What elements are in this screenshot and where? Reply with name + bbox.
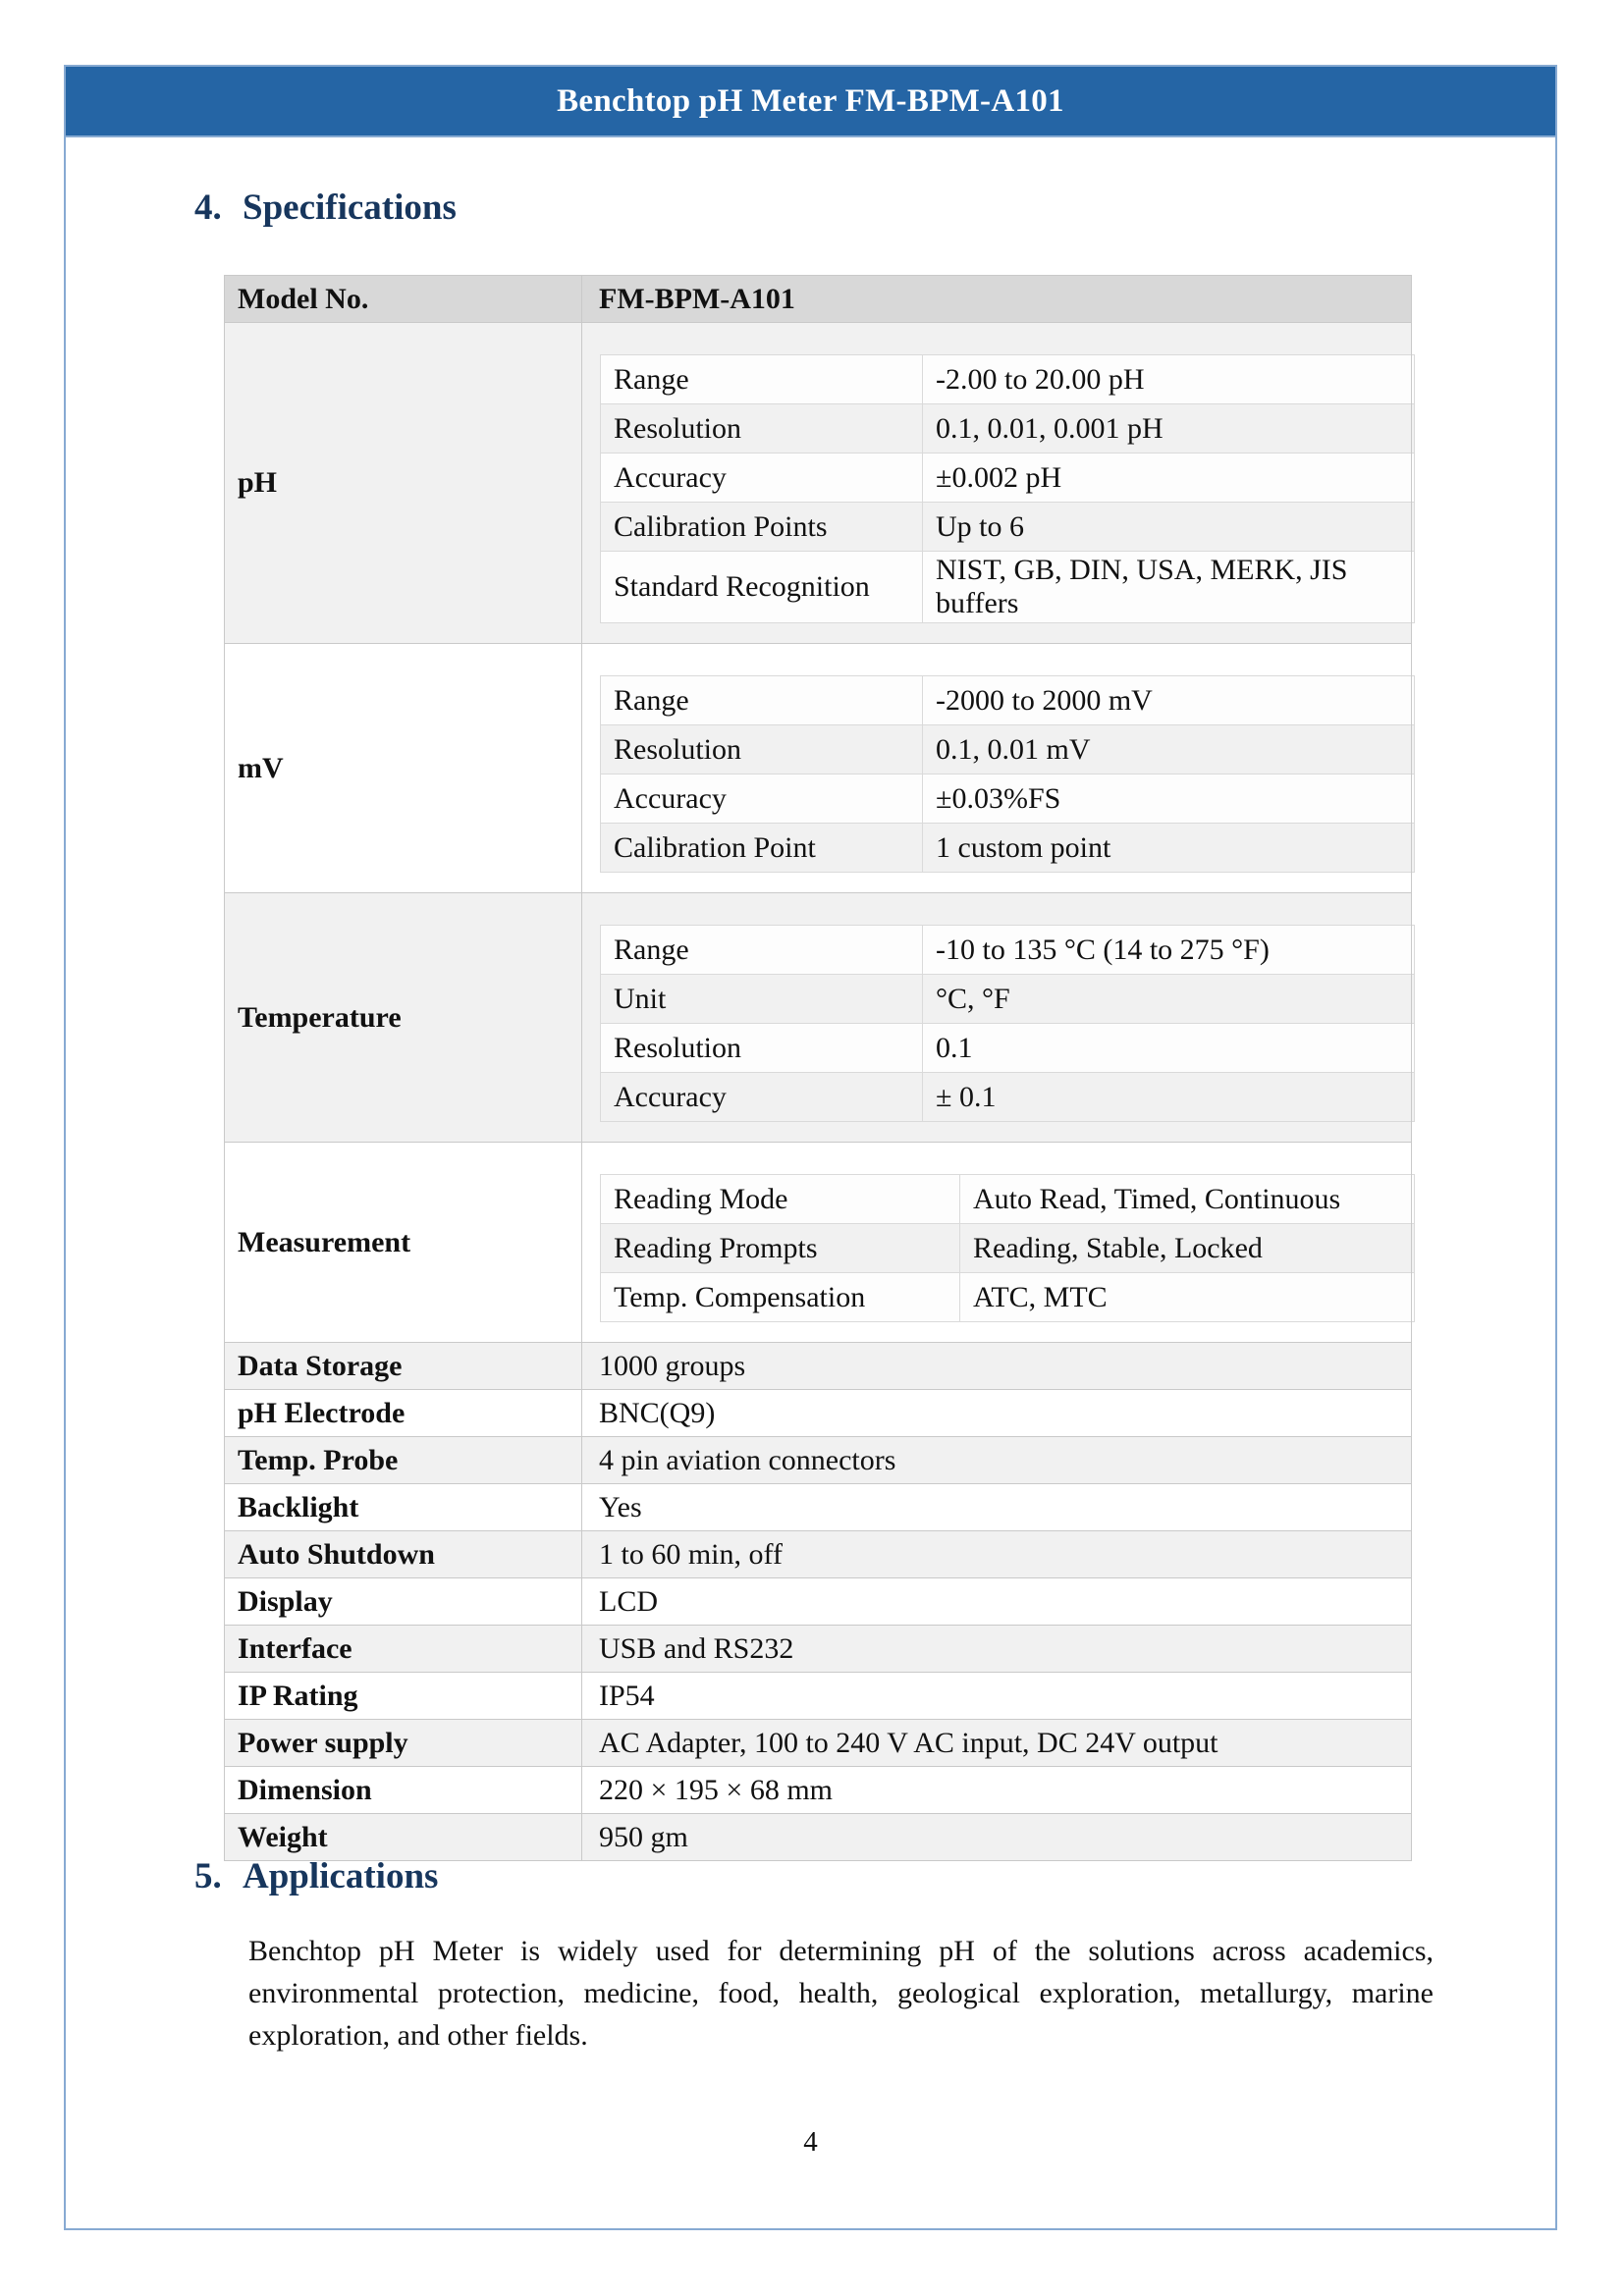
spec-value: 950 gm — [582, 1814, 1412, 1861]
mv-group-label: mV — [225, 644, 582, 893]
mv-subtable — [600, 675, 1415, 873]
spec-label: Accuracy — [601, 454, 923, 503]
spec-label: Resolution — [601, 404, 923, 454]
table-row-backlight — [225, 1484, 1412, 1531]
spec-label: Standard Recognition — [601, 552, 923, 623]
spec-value: 0.1, 0.01 mV — [923, 725, 1415, 774]
table-row-weight — [225, 1814, 1412, 1861]
table-row-ph-electrode — [225, 1390, 1412, 1437]
section-number: 4. — [194, 187, 222, 228]
spec-value: Yes — [582, 1484, 1412, 1531]
spec-label: Dimension — [225, 1767, 582, 1814]
spec-label: Interface — [225, 1626, 582, 1673]
spec-label: pH Electrode — [225, 1390, 582, 1437]
spec-value: ATC, MTC — [960, 1273, 1415, 1322]
document-header-bar — [66, 67, 1555, 137]
spec-value: ± 0.1 — [923, 1073, 1415, 1122]
table-row — [601, 824, 1415, 873]
table-header-row — [225, 276, 1412, 323]
table-row-temperature — [225, 893, 1412, 1143]
table-row — [601, 454, 1415, 503]
table-row — [601, 1175, 1415, 1224]
temperature-group-label: Temperature — [225, 893, 582, 1143]
page-number: 4 — [803, 2126, 818, 2158]
spec-label: Reading Prompts — [601, 1224, 960, 1273]
table-row — [601, 355, 1415, 404]
ph-group-label: pH — [225, 323, 582, 644]
document-title: Benchtop pH Meter FM-BPM-A101 — [557, 82, 1064, 119]
page-frame — [64, 65, 1557, 2230]
spec-value: 0.1, 0.01, 0.001 pH — [923, 404, 1415, 454]
spec-value: AC Adapter, 100 to 240 V AC input, DC 24V output — [582, 1720, 1412, 1767]
specifications-table — [224, 275, 1412, 1861]
spec-value: BNC(Q9) — [582, 1390, 1412, 1437]
spec-label: Range — [601, 926, 923, 975]
spec-value: °C, °F — [923, 975, 1415, 1024]
ph-subtable — [600, 354, 1415, 623]
spec-label: Calibration Point — [601, 824, 923, 873]
ph-group-cell — [582, 323, 1412, 644]
spec-value: Up to 6 — [923, 503, 1415, 552]
spec-value: 0.1 — [923, 1024, 1415, 1073]
measurement-subtable — [600, 1174, 1415, 1322]
spec-value: 1 to 60 min, off — [582, 1531, 1412, 1578]
spec-value: -10 to 135 °C (14 to 275 °F) — [923, 926, 1415, 975]
section-title: Specifications — [243, 187, 457, 228]
table-row — [601, 1024, 1415, 1073]
spec-label: Unit — [601, 975, 923, 1024]
table-row-temp-probe — [225, 1437, 1412, 1484]
table-row — [601, 1073, 1415, 1122]
table-row-data-storage — [225, 1343, 1412, 1390]
table-row — [601, 503, 1415, 552]
table-row-auto-shutdown — [225, 1531, 1412, 1578]
table-row-ph — [225, 323, 1412, 644]
model-no-value: FM-BPM-A101 — [582, 276, 1412, 323]
table-row — [601, 774, 1415, 824]
spec-label: Calibration Points — [601, 503, 923, 552]
specifications-heading — [194, 187, 457, 229]
spec-value: ±0.03%FS — [923, 774, 1415, 824]
spec-value: Auto Read, Timed, Continuous — [960, 1175, 1415, 1224]
table-row — [601, 676, 1415, 725]
spec-label: Display — [225, 1578, 582, 1626]
spec-label: Range — [601, 676, 923, 725]
spec-label: IP Rating — [225, 1673, 582, 1720]
table-row-mv — [225, 644, 1412, 893]
spec-label: Backlight — [225, 1484, 582, 1531]
table-row-measurement — [225, 1143, 1412, 1343]
table-row-display — [225, 1578, 1412, 1626]
spec-label: Range — [601, 355, 923, 404]
measurement-group-label: Measurement — [225, 1143, 582, 1343]
spec-value: -2000 to 2000 mV — [923, 676, 1415, 725]
applications-paragraph: Benchtop pH Meter is widely used for determining pH of the solutions across academics, environmental protection, medicine, food, health, geological exploration, metallurgy, marine exploration, and other fields. — [248, 1935, 1434, 2052]
table-row — [601, 552, 1415, 623]
section-number: 5. — [194, 1856, 222, 1896]
spec-label: Power supply — [225, 1720, 582, 1767]
table-row — [601, 404, 1415, 454]
table-row — [601, 1224, 1415, 1273]
table-row-dimension — [225, 1767, 1412, 1814]
spec-value: -2.00 to 20.00 pH — [923, 355, 1415, 404]
spec-label: Temp. Compensation — [601, 1273, 960, 1322]
measurement-group-cell — [582, 1143, 1412, 1343]
spec-label: Auto Shutdown — [225, 1531, 582, 1578]
spec-value: NIST, GB, DIN, USA, MERK, JIS buffers — [923, 552, 1415, 623]
temperature-group-cell — [582, 893, 1412, 1143]
spec-value: LCD — [582, 1578, 1412, 1626]
model-no-label: Model No. — [225, 276, 582, 323]
table-row-power-supply — [225, 1720, 1412, 1767]
spec-value: ±0.002 pH — [923, 454, 1415, 503]
spec-value: 1 custom point — [923, 824, 1415, 873]
spec-value: IP54 — [582, 1673, 1412, 1720]
spec-value: 1000 groups — [582, 1343, 1412, 1390]
applications-heading — [194, 1855, 438, 1897]
spec-label: Resolution — [601, 1024, 923, 1073]
table-row — [601, 725, 1415, 774]
spec-label: Reading Mode — [601, 1175, 960, 1224]
mv-group-cell — [582, 644, 1412, 893]
table-row-ip-rating — [225, 1673, 1412, 1720]
table-row-interface — [225, 1626, 1412, 1673]
spec-label: Accuracy — [601, 774, 923, 824]
table-row — [601, 926, 1415, 975]
spec-label: Data Storage — [225, 1343, 582, 1390]
spec-value: Reading, Stable, Locked — [960, 1224, 1415, 1273]
spec-value: 4 pin aviation connectors — [582, 1437, 1412, 1484]
spec-label: Accuracy — [601, 1073, 923, 1122]
table-row — [601, 975, 1415, 1024]
spec-label: Temp. Probe — [225, 1437, 582, 1484]
section-title: Applications — [243, 1856, 439, 1896]
spec-label: Weight — [225, 1814, 582, 1861]
table-row — [601, 1273, 1415, 1322]
temperature-subtable — [600, 925, 1415, 1122]
spec-label: Resolution — [601, 725, 923, 774]
spec-value: USB and RS232 — [582, 1626, 1412, 1673]
spec-value: 220 × 195 × 68 mm — [582, 1767, 1412, 1814]
